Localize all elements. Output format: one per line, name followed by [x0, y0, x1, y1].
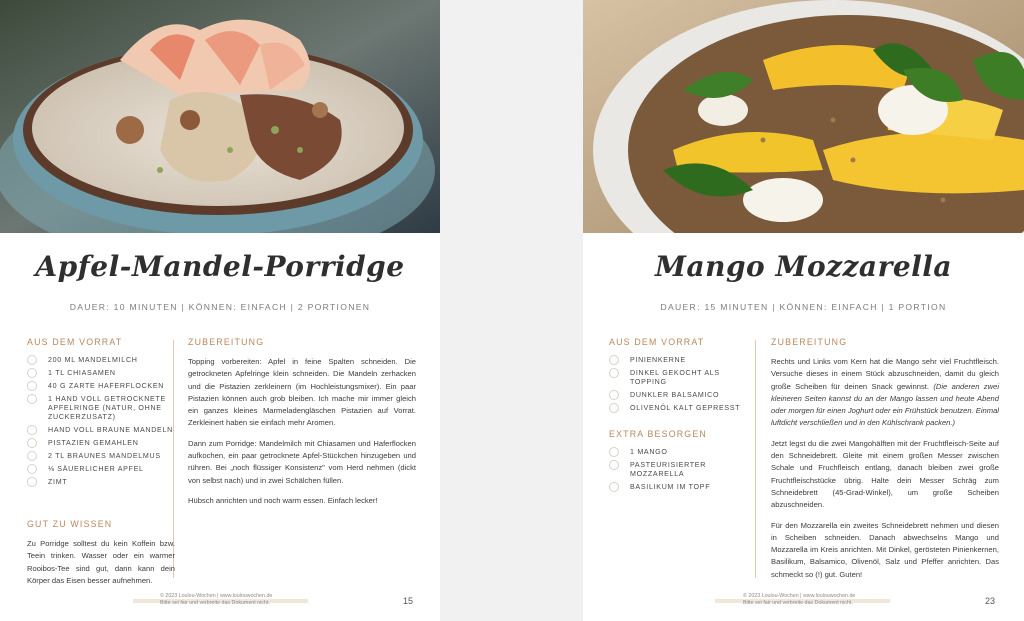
checkbox-circle-icon[interactable]: [609, 447, 619, 457]
ingredient-item: [27, 465, 175, 474]
page-number: 23: [985, 596, 996, 606]
recipe-title: Apfel-Mandel-Porridge: [35, 250, 405, 283]
page-number: 15: [403, 596, 414, 606]
ingredients-column: [609, 337, 757, 496]
tip-heading: GUT ZU WISSEN: [27, 519, 113, 529]
prep-note: (Die anderen zwei kleineren Seiten kannst du an der Mango lassen und heute Abend oder morgen für einen Joghurt oder ein Frühstück benutzen. Einmal luftdicht verschließen und in den Kühlschrank packen.): [771, 381, 1000, 428]
ingredient-item: [27, 426, 175, 435]
ingredient-label: ⅛ SÄUERLICHER APFEL: [48, 465, 144, 473]
ingredient-label: DUNKLER BALSAMICO: [630, 391, 720, 399]
checkbox-circle-icon[interactable]: [27, 425, 37, 435]
ingredient-label: 2 TL BRAUNES MANDELMUS: [48, 452, 161, 460]
prep-paragraph: Jetzt legst du die zwei Mangohälften mit der Fruchtfleisch-Seite auf den Schneidebrett. Gleite mit einem großen Messer zwischen Schale und Fruchfleisch entlang, danach bleiben zwei große Fruchtfleischstücke übrig. Halte dein Messer Schräg zum Schneidebrett (45-Grad-Winkel), um große Scheiben abzuschneiden.: [771, 438, 999, 510]
ingredient-label: 1 TL CHIASAMEN: [48, 369, 116, 377]
mango-bowl-image: [583, 0, 1024, 233]
footer-copyright: © 2023 Loulou-Wochen | www.loulouwochen.de: [743, 593, 856, 599]
checkbox-circle-icon[interactable]: [609, 460, 619, 470]
recipe-title: Mango Mozzarella: [654, 250, 953, 283]
tip-text: Zu Porridge solltest du kein Koffein bzw. Teein trinken. Wasser oder ein warmer Rooibos-Tee sind gut, dann kann dein Körper das Eisen besser aufnehmen.: [27, 539, 175, 585]
ingredients-heading: AUS DEM VORRAT: [609, 337, 705, 347]
footer-notice: Bitte sei fair und verbreite das Dokument nicht.: [743, 600, 853, 606]
checkbox-circle-icon[interactable]: [609, 355, 619, 365]
mango-mozzarella-photo: [583, 0, 1024, 233]
ingredient-item: [27, 356, 175, 365]
ingredient-label: 40 G ZARTE HAFERFLOCKEN: [48, 382, 165, 390]
porridge-bowl-image: [0, 0, 440, 233]
ingredient-label: 1 HAND VOLL GETROCKNETE APFELRINGE (NATUR, OHNE ZUCKERZUSATZ): [48, 395, 166, 421]
footer-notice: Bitte sei fair und verbreite das Dokument nicht.: [160, 600, 270, 606]
extra-ingredient-list: [609, 448, 757, 492]
ingredient-item: [609, 404, 757, 413]
page-footer: [743, 593, 855, 607]
ingredient-item: [27, 452, 175, 461]
tip-section: [27, 519, 175, 587]
checkbox-circle-icon[interactable]: [27, 394, 37, 404]
ingredient-label: 200 ML MANDELMILCH: [48, 356, 138, 364]
ingredient-label: DINKEL GEKOCHT ALS TOPPING: [630, 369, 720, 386]
ingredient-label: PISTAZIEN GEMAHLEN: [48, 439, 139, 447]
prep-text: Rechts und Links vom Kern hat die Mango sehr viel Fruchtfleisch. Versuche dieses in einem Stück abzuschneiden, damit du gleich große Scheiben für deinen Snack gewinnst.: [771, 357, 999, 391]
prep-paragraph: Dann zum Porridge: Mandelmilch mit Chiasamen und Haferflocken aufkochen, ein paar getrocknete Apfel-Stückchen hinzugeben und rühren. Bei „noch flüssiger Konsistenz" vom Herd nehmen (dickt von selbst nach) und in zwei Schälchen füllen.: [188, 438, 416, 485]
ingredient-label: PINIENKERNE: [630, 356, 686, 364]
prep-paragraph: [771, 356, 999, 430]
checkbox-circle-icon[interactable]: [27, 368, 37, 378]
recipe-meta: DAUER: 15 MINUTEN | KÖNNEN: EINFACH | 1 PORTION: [660, 302, 947, 312]
prep-paragraph: Für den Mozzarella ein zweites Schneidebrett nehmen und diesen in Scheiben schneiden. Danach abwechselns Mango und Mozzarella im Kreis anrichten. Mit Dinkel, gerösteten Pinienkernen, Basilikum, Balsamico, Olivenöl, Salz und Pfeffer anrichten. Das schmeckt so (!) gut. Guten!: [771, 520, 999, 579]
ingredient-item: [27, 395, 175, 422]
checkbox-circle-icon[interactable]: [27, 464, 37, 474]
ingredient-label: ZIMT: [48, 478, 68, 486]
ingredient-item: [609, 356, 757, 365]
ingredient-item: [609, 448, 757, 457]
ingredient-item: [27, 439, 175, 448]
ingredient-label: HAND VOLL BRAUNE MANDELN: [48, 426, 173, 434]
page-footer: [160, 593, 272, 607]
preparation-column: [188, 337, 416, 515]
recipe-page-left: [0, 0, 440, 621]
preparation-column: [771, 337, 999, 589]
checkbox-circle-icon[interactable]: [27, 451, 37, 461]
ingredient-item: [609, 369, 757, 387]
ingredient-label: BASILIKUM IM TOPF: [630, 483, 711, 491]
ingredient-item: [609, 391, 757, 400]
extra-heading: EXTRA BESORGEN: [609, 429, 707, 439]
checkbox-circle-icon[interactable]: [609, 368, 619, 378]
checkbox-circle-icon[interactable]: [27, 381, 37, 391]
ingredient-item: [27, 369, 175, 378]
checkbox-circle-icon[interactable]: [27, 477, 37, 487]
recipe-page-right: [583, 0, 1024, 621]
ingredients-column: [27, 337, 175, 587]
checkbox-circle-icon[interactable]: [609, 390, 619, 400]
ingredient-list: [27, 356, 175, 487]
ingredient-item: [27, 382, 175, 391]
ingredient-item: [27, 478, 175, 487]
prep-paragraph: Topping vorbereiten: Apfel in feine Spalten schneiden. Die getrockneten Apfelringe klein schneiden. Die Mandeln zerhacken und die Pistazien zerkleinern (im Hochleistungsmixer). Ein paar Pistazien können auch grob bleiben. Ich mache mir immer gleich ein ganzes kleines Marmeladengläschen Pistazien auf Vorrat. Zerkleinert haben sie einfach mehr Aromen.: [188, 357, 416, 428]
ingredient-label: PASTEURISIERTER MOZZARELLA: [630, 461, 707, 478]
ingredient-item: [609, 483, 757, 492]
ingredients-heading: AUS DEM VORRAT: [27, 337, 123, 347]
ingredient-list: [609, 356, 757, 413]
extra-section: [609, 429, 757, 492]
checkbox-circle-icon[interactable]: [609, 482, 619, 492]
recipe-meta: DAUER: 10 MINUTEN | KÖNNEN: EINFACH | 2 PORTIONEN: [69, 302, 371, 312]
prep-heading: ZUBEREITUNG: [771, 337, 848, 347]
porridge-photo: [0, 0, 440, 233]
ingredient-label: 1 MANGO: [630, 448, 668, 456]
prep-heading: ZUBEREITUNG: [188, 337, 265, 347]
page-gutter: [440, 0, 583, 621]
checkbox-circle-icon[interactable]: [27, 355, 37, 365]
checkbox-circle-icon[interactable]: [609, 403, 619, 413]
checkbox-circle-icon[interactable]: [27, 438, 37, 448]
prep-paragraph: Hübsch anrichten und noch warm essen. Einfach lecker!: [188, 495, 378, 505]
footer-copyright: © 2023 Loulou-Wochen | www.loulouwochen.de: [160, 593, 273, 599]
ingredient-label: OLIVENÖL KALT GEPRESST: [630, 404, 741, 412]
ingredient-item: [609, 461, 757, 479]
